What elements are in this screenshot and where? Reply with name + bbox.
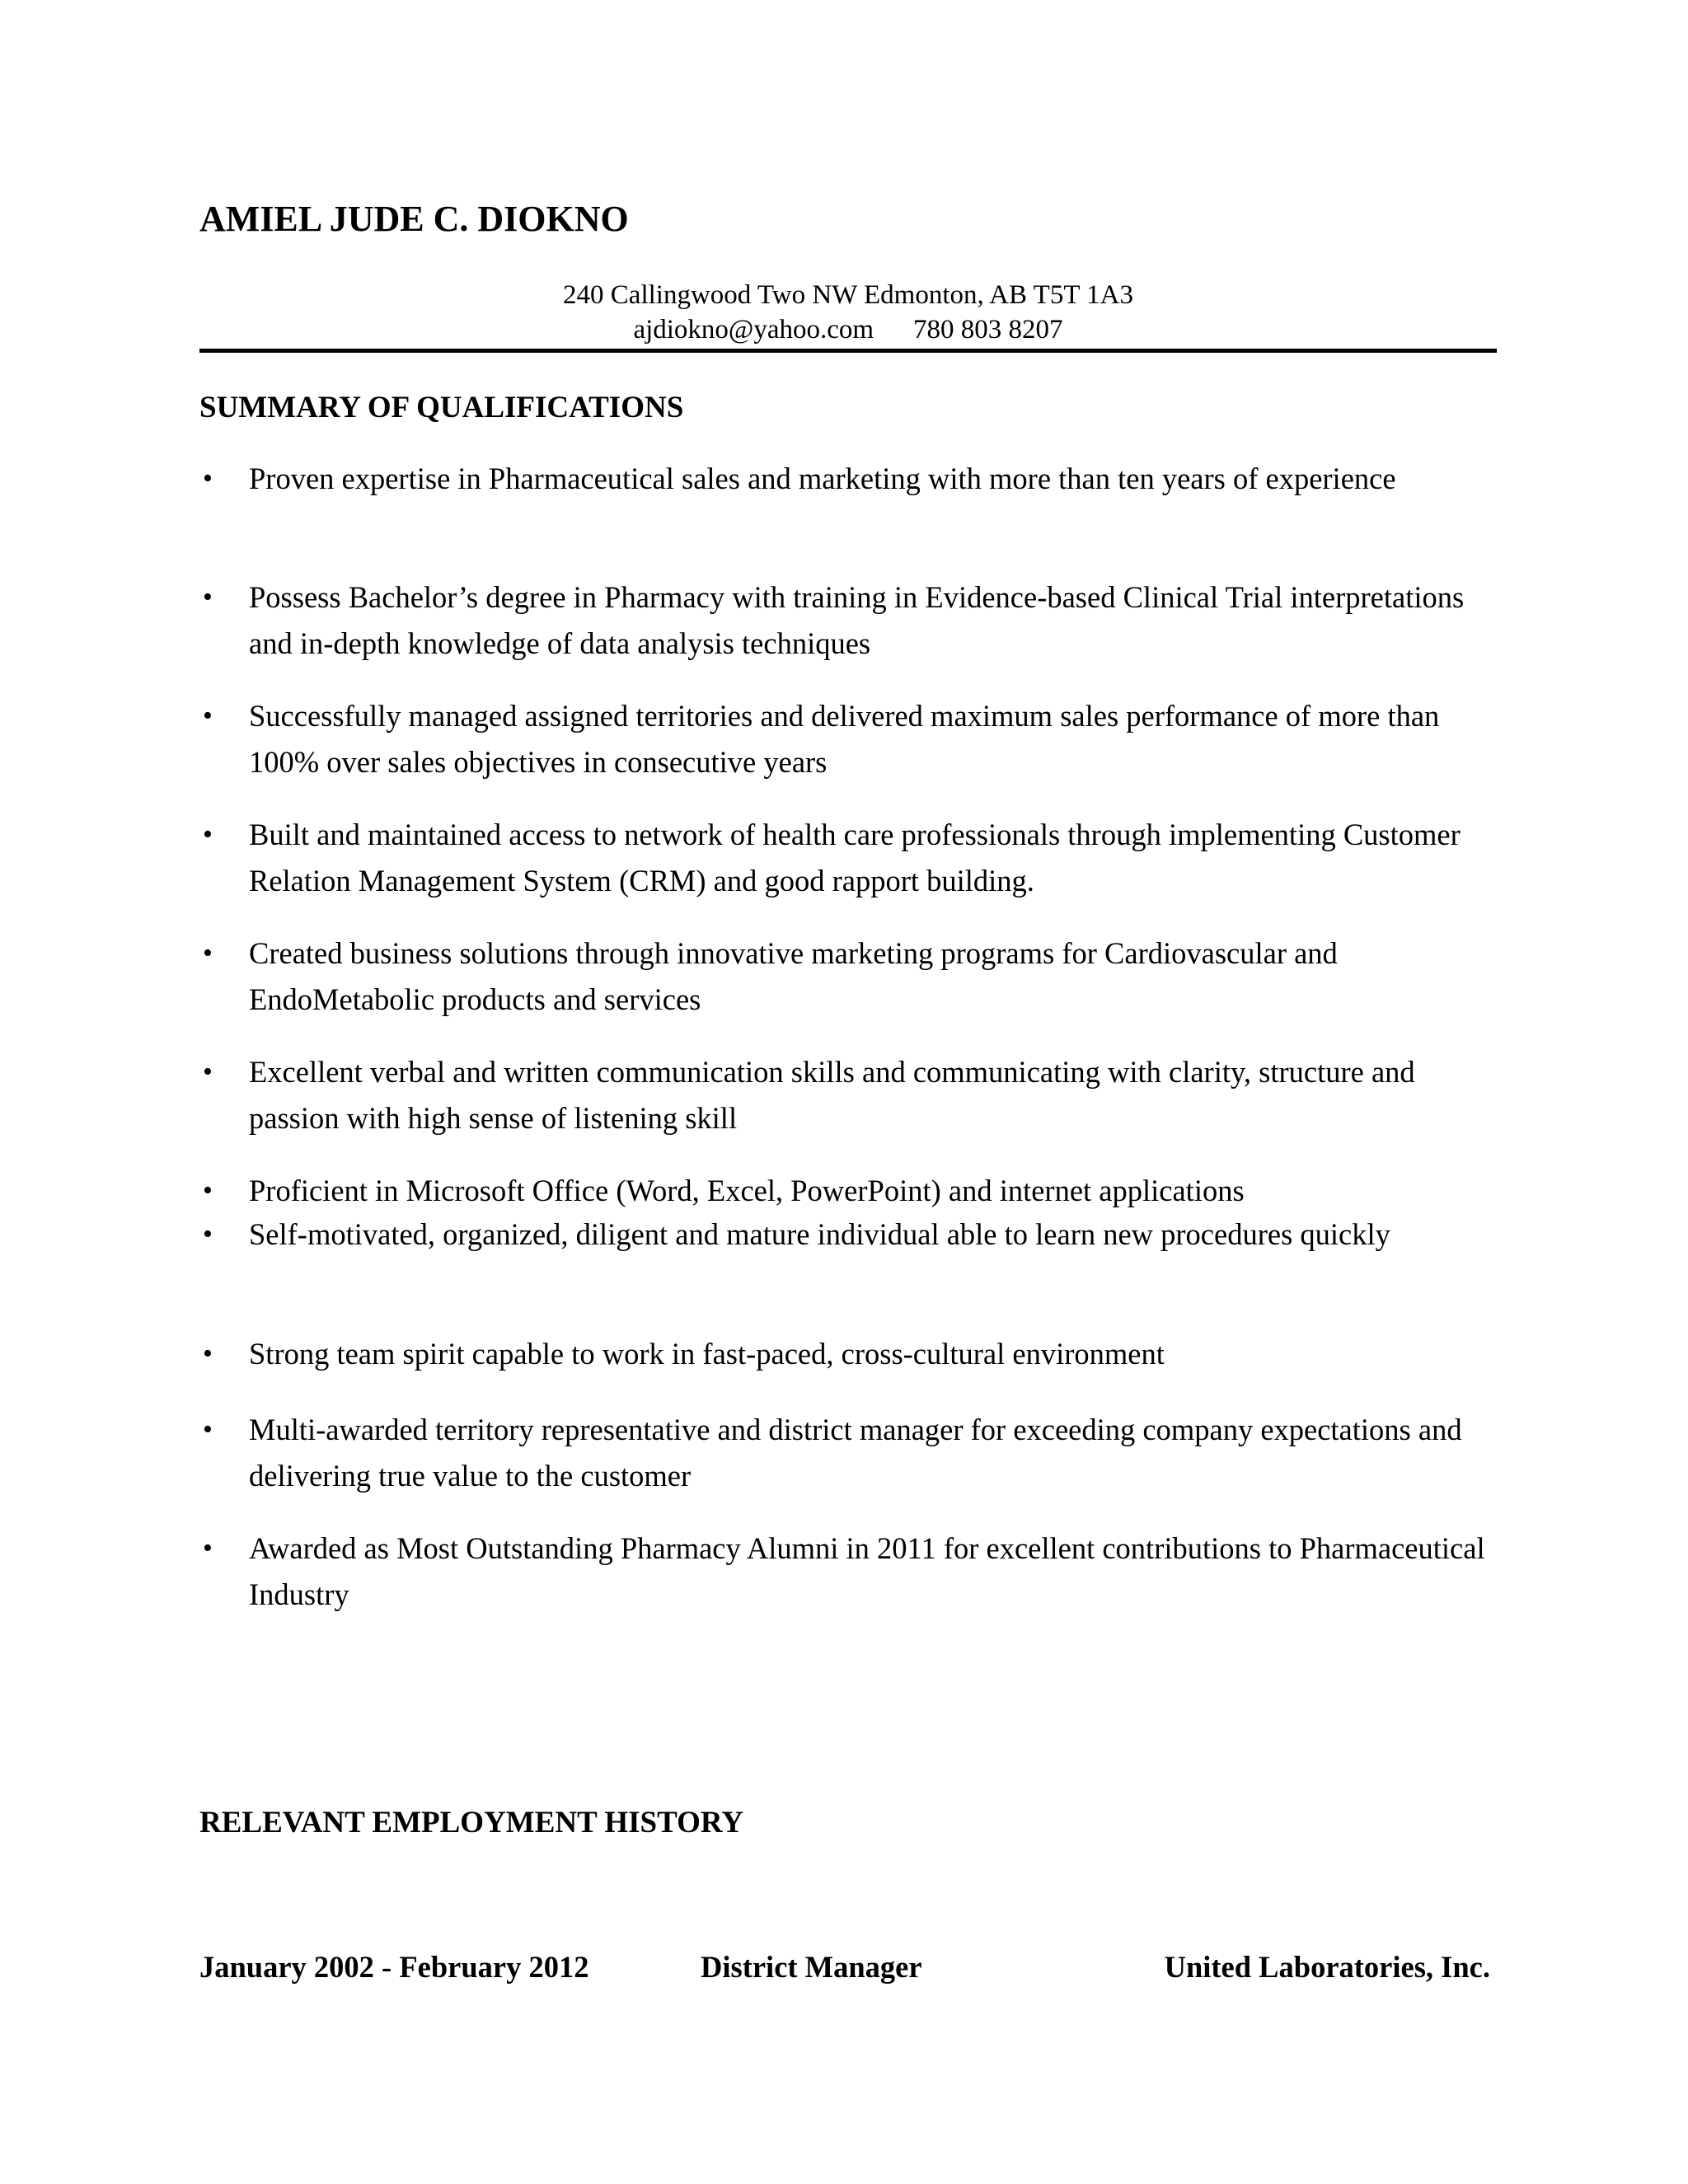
summary-item-text: Possess Bachelor’s degree in Pharmacy with training in Evidence-based Clinical Trial interpretations and in-depth knowledge of data analysis techniques xyxy=(249,580,1465,660)
candidate-name: AMIEL JUDE C. DIOKNO xyxy=(199,199,629,239)
address-line: 240 Callingwood Two NW Edmonton, AB T5T 1A3 xyxy=(563,280,1133,310)
bullet-icon: • xyxy=(203,1219,213,1249)
bullet-icon: • xyxy=(203,582,213,612)
contact-line xyxy=(199,312,1497,347)
employment-section-title: RELEVANT EMPLOYMENT HISTORY xyxy=(199,1806,744,1840)
job-dates: January 2002 - February 2012 xyxy=(199,1950,589,1984)
bullet-icon: • xyxy=(203,938,213,968)
job-company: United Laboratories, Inc. xyxy=(1164,1950,1490,1984)
summary-item-text: Strong team spirit capable to work in fast-paced, cross-cultural environment xyxy=(249,1337,1165,1371)
summary-item-text: Proficient in Microsoft Office (Word, Excel, PowerPoint) and internet applications xyxy=(249,1174,1245,1207)
phone-number: 780 803 8207 xyxy=(913,315,1063,344)
bullet-icon: • xyxy=(203,1175,213,1206)
bullet-icon: • xyxy=(203,1533,213,1563)
summary-item-text: Awarded as Most Outstanding Pharmacy Alumni in 2011 for excellent contributions to Pharmaceutical Industry xyxy=(249,1531,1485,1611)
summary-item-text: Excellent verbal and written communication skills and communicating with clarity, structure and passion with high sense of listening skill xyxy=(249,1055,1415,1135)
header-divider xyxy=(199,349,1497,353)
employment-entry xyxy=(199,1947,1497,1988)
summary-item-text: Built and maintained access to network of health care professionals through implementing Customer Relation Management System (CRM) and good rapport building. xyxy=(249,818,1461,898)
job-position: District Manager xyxy=(701,1950,922,1984)
summary-item-text: Created business solutions through innovative marketing programs for Cardiovascular and EndoMetabolic products and services xyxy=(249,936,1338,1016)
email-address: ajdiokno@yahoo.com xyxy=(633,315,874,344)
summary-section-title: SUMMARY OF QUALIFICATIONS xyxy=(199,391,684,424)
bullet-icon: • xyxy=(203,1414,213,1445)
bullet-icon: • xyxy=(203,1057,213,1087)
summary-item-text: Multi-awarded territory representative and district manager for exceeding company expectations and delivering true value to the customer xyxy=(249,1413,1462,1493)
summary-item-text: Proven expertise in Pharmaceutical sales and marketing with more than ten years of experience xyxy=(249,462,1396,495)
summary-item-text: Successfully managed assigned territories and delivered maximum sales performance of more than 100% over sales objectives in consecutive years xyxy=(249,699,1440,779)
bullet-icon: • xyxy=(203,1338,213,1369)
bullet-icon: • xyxy=(203,701,213,731)
bullet-icon: • xyxy=(203,819,213,850)
bullet-icon: • xyxy=(203,463,213,494)
summary-item-text: Self-motivated, organized, diligent and mature individual able to learn new procedures quickly xyxy=(249,1217,1390,1251)
